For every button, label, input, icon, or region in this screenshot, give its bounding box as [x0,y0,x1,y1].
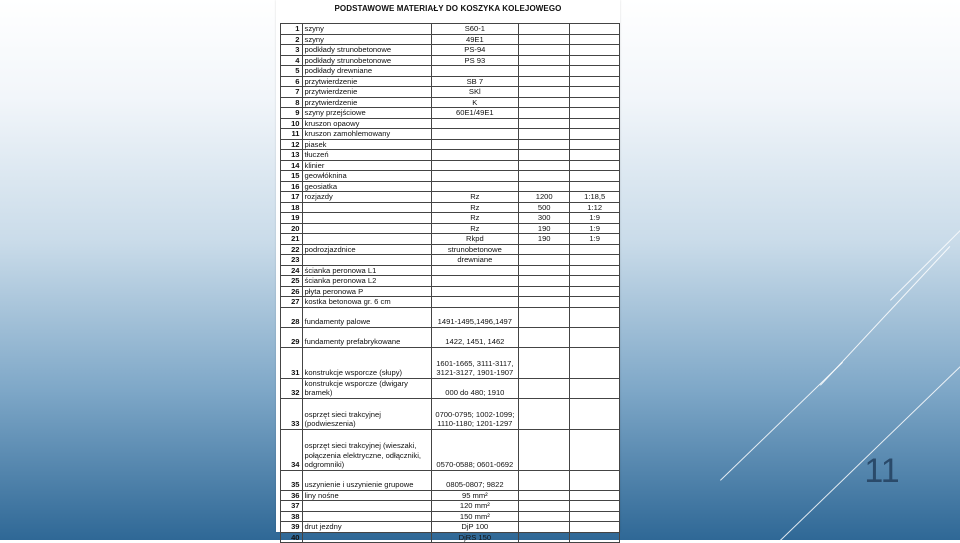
table-row [281,398,620,429]
row-number: 35 [281,470,303,490]
inclination [570,255,620,266]
radius [519,34,570,45]
row-number: 26 [281,286,303,297]
radius [519,276,570,287]
table-row [281,202,620,213]
row-number: 8 [281,97,303,108]
material-name [302,255,431,266]
material-name: kruszon zamohlemowany [302,129,431,140]
radius [519,286,570,297]
material-type: K [431,97,518,108]
material-name: przytwierdzenie [302,97,431,108]
radius [519,307,570,327]
material-type: 150 mm² [431,511,518,522]
inclination [570,150,620,161]
inclination: 1:9 [570,213,620,224]
table-row [281,171,620,182]
material-type: 1422, 1451, 1462 [431,327,518,347]
inclination [570,181,620,192]
material-name [302,223,431,234]
row-number: 21 [281,234,303,245]
row-number: 34 [281,429,303,470]
table-row [281,532,620,543]
table-row [281,378,620,398]
row-number: 14 [281,160,303,171]
inclination [570,501,620,512]
radius [519,66,570,77]
row-number: 13 [281,150,303,161]
radius [519,398,570,429]
row-number: 17 [281,192,303,203]
material-name: geosiatka [302,181,431,192]
material-name [302,511,431,522]
table-row [281,255,620,266]
inclination: 1:9 [570,223,620,234]
table-row [281,213,620,224]
radius [519,171,570,182]
radius [519,24,570,35]
material-name: szyny przejściowe [302,108,431,119]
material-name [302,234,431,245]
inclination [570,34,620,45]
material-type: Rz [431,192,518,203]
material-type: 0570-0588; 0601-0692 [431,429,518,470]
material-type: DjP 100 [431,522,518,533]
radius: 190 [519,234,570,245]
radius [519,490,570,501]
table-row [281,297,620,308]
radius [519,522,570,533]
table-row [281,307,620,327]
material-name: przytwierdzenie [302,87,431,98]
material-type [431,160,518,171]
row-number: 18 [281,202,303,213]
radius [519,532,570,543]
material-name: uszynienie i uszynienie grupowe [302,470,431,490]
material-type: S60-1 [431,24,518,35]
material-type: drewniane [431,255,518,266]
material-name [302,213,431,224]
material-name [302,501,431,512]
material-name: podkłady drewniane [302,66,431,77]
row-number: 31 [281,347,303,378]
row-number: 3 [281,45,303,56]
row-number: 4 [281,55,303,66]
radius [519,327,570,347]
material-name: przytwierdzenie [302,76,431,87]
material-name: klinier [302,160,431,171]
material-type [431,181,518,192]
material-name: płyta peronowa P [302,286,431,297]
inclination [570,347,620,378]
radius: 300 [519,213,570,224]
radius [519,97,570,108]
row-number: 25 [281,276,303,287]
table-row [281,139,620,150]
material-type: 1491-1495,1496,1497 [431,307,518,327]
inclination [570,97,620,108]
inclination [570,297,620,308]
material-name: osprzęt sieci trakcyjnej (wieszaki, połączenia elektryczne, odłączniki, odgromniki) [302,429,431,470]
table-row [281,490,620,501]
inclination: 1:12 [570,202,620,213]
table-row [281,265,620,276]
table-row [281,24,620,35]
inclination [570,522,620,533]
row-number: 11 [281,129,303,140]
slide-number: 11 [864,452,900,490]
radius [519,76,570,87]
row-number: 2 [281,34,303,45]
material-name: osprzęt sieci trakcyjnej (podwieszenia) [302,398,431,429]
row-number: 32 [281,378,303,398]
inclination [570,286,620,297]
material-name: liny nośne [302,490,431,501]
table-row [281,160,620,171]
material-name: kostka betonowa gr. 6 cm [302,297,431,308]
material-type: Rkpd [431,234,518,245]
material-type: Rz [431,202,518,213]
table-row [281,76,620,87]
material-type: 120 mm² [431,501,518,512]
table-row [281,429,620,470]
table-row [281,129,620,140]
inclination [570,398,620,429]
radius [519,511,570,522]
table-row [281,66,620,77]
material-type [431,276,518,287]
material-type: SB 7 [431,76,518,87]
radius [519,470,570,490]
material-name: piasek [302,139,431,150]
table-row [281,192,620,203]
row-number: 33 [281,398,303,429]
table-row [281,87,620,98]
material-name: szyny [302,24,431,35]
table-row [281,223,620,234]
radius [519,118,570,129]
table-row [281,327,620,347]
radius: 500 [519,202,570,213]
radius [519,45,570,56]
material-name: konstrukcje wsporcze (dwigary bramek) [302,378,431,398]
inclination [570,87,620,98]
material-type: PS 93 [431,55,518,66]
inclination [570,160,620,171]
row-number: 22 [281,244,303,255]
radius [519,297,570,308]
inclination [570,129,620,140]
radius [519,378,570,398]
radius [519,139,570,150]
inclination [570,76,620,87]
material-type [431,139,518,150]
material-name: geowłóknina [302,171,431,182]
row-number: 6 [281,76,303,87]
material-name: ścianka peronowa L1 [302,265,431,276]
row-number: 9 [281,108,303,119]
inclination: 1:9 [570,234,620,245]
material-type: 49E1 [431,34,518,45]
radius [519,55,570,66]
table-row [281,150,620,161]
radius [519,255,570,266]
material-name: podrozjazdnice [302,244,431,255]
table-row [281,34,620,45]
radius: 190 [519,223,570,234]
radius [519,87,570,98]
inclination [570,171,620,182]
material-name: podkłady strunobetonowe [302,45,431,56]
table-row [281,234,620,245]
row-number: 24 [281,265,303,276]
decoration-line [720,362,843,481]
radius [519,160,570,171]
table-row [281,511,620,522]
row-number: 39 [281,522,303,533]
row-number: 27 [281,297,303,308]
table-row [281,244,620,255]
inclination [570,108,620,119]
material-name: szyny [302,34,431,45]
material-type: 1601-1665, 3111-3117, 3121-3127, 1901-1907 [431,347,518,378]
row-number: 19 [281,213,303,224]
table-row [281,97,620,108]
row-number: 12 [281,139,303,150]
row-number: 40 [281,532,303,543]
materials-document [276,0,620,542]
material-type: 0700-0795; 1002-1099; 1110-1180; 1201-1297 [431,398,518,429]
material-type [431,129,518,140]
material-name: podkłady strunobetonowe [302,55,431,66]
row-number: 23 [281,255,303,266]
material-type [431,118,518,129]
material-type [431,297,518,308]
row-number: 28 [281,307,303,327]
material-type [431,66,518,77]
radius [519,265,570,276]
row-number: 15 [281,171,303,182]
material-type [431,286,518,297]
material-name: drut jezdny [302,522,431,533]
table-row [281,522,620,533]
radius [519,108,570,119]
inclination [570,244,620,255]
inclination [570,327,620,347]
material-name: tłuczeń [302,150,431,161]
material-type: Rz [431,213,518,224]
row-number: 38 [281,511,303,522]
inclination [570,55,620,66]
row-number: 10 [281,118,303,129]
material-type: 000 do 480; 1910 [431,378,518,398]
material-type: DjRS 150 [431,532,518,543]
inclination [570,45,620,56]
inclination [570,470,620,490]
inclination [570,429,620,470]
table-row [281,181,620,192]
table-row [281,501,620,512]
materials-table [280,23,620,543]
row-number: 36 [281,490,303,501]
material-type: SKl [431,87,518,98]
row-number: 7 [281,87,303,98]
material-name: fundamenty palowe [302,307,431,327]
inclination [570,265,620,276]
decoration-line [780,359,960,540]
material-type: strunobetonowe [431,244,518,255]
inclination [570,276,620,287]
material-type: PS-94 [431,45,518,56]
radius [519,347,570,378]
table-row [281,45,620,56]
material-name [302,202,431,213]
row-number: 37 [281,501,303,512]
row-number: 16 [281,181,303,192]
material-type: 0805-0807; 9822 [431,470,518,490]
table-row [281,347,620,378]
document-title: PODSTAWOWE MATERIAŁY DO KOSZYKA KOLEJOWEGO [334,4,562,13]
material-type: 95 mm² [431,490,518,501]
material-name: konstrukcje wsporcze (słupy) [302,347,431,378]
row-number: 20 [281,223,303,234]
material-type: Rz [431,223,518,234]
material-type: 60E1/49E1 [431,108,518,119]
row-number: 29 [281,327,303,347]
material-name: ścianka peronowa L2 [302,276,431,287]
inclination [570,511,620,522]
table-row [281,118,620,129]
inclination [570,139,620,150]
table-row [281,55,620,66]
material-name: rozjazdy [302,192,431,203]
radius: 1200 [519,192,570,203]
material-type [431,171,518,182]
material-type [431,150,518,161]
row-number: 5 [281,66,303,77]
table-row [281,470,620,490]
radius [519,244,570,255]
material-name: kruszon opaowy [302,118,431,129]
inclination [570,378,620,398]
radius [519,181,570,192]
material-name [302,532,431,543]
table-row [281,108,620,119]
radius [519,501,570,512]
material-name: fundamenty prefabrykowane [302,327,431,347]
radius [519,129,570,140]
radius [519,150,570,161]
inclination [570,307,620,327]
inclination [570,24,620,35]
material-type [431,265,518,276]
radius [519,429,570,470]
table-row [281,276,620,287]
row-number: 1 [281,24,303,35]
inclination [570,118,620,129]
inclination [570,532,620,543]
inclination: 1:18,5 [570,192,620,203]
decoration-line [890,222,960,300]
inclination [570,490,620,501]
inclination [570,66,620,77]
table-row [281,286,620,297]
